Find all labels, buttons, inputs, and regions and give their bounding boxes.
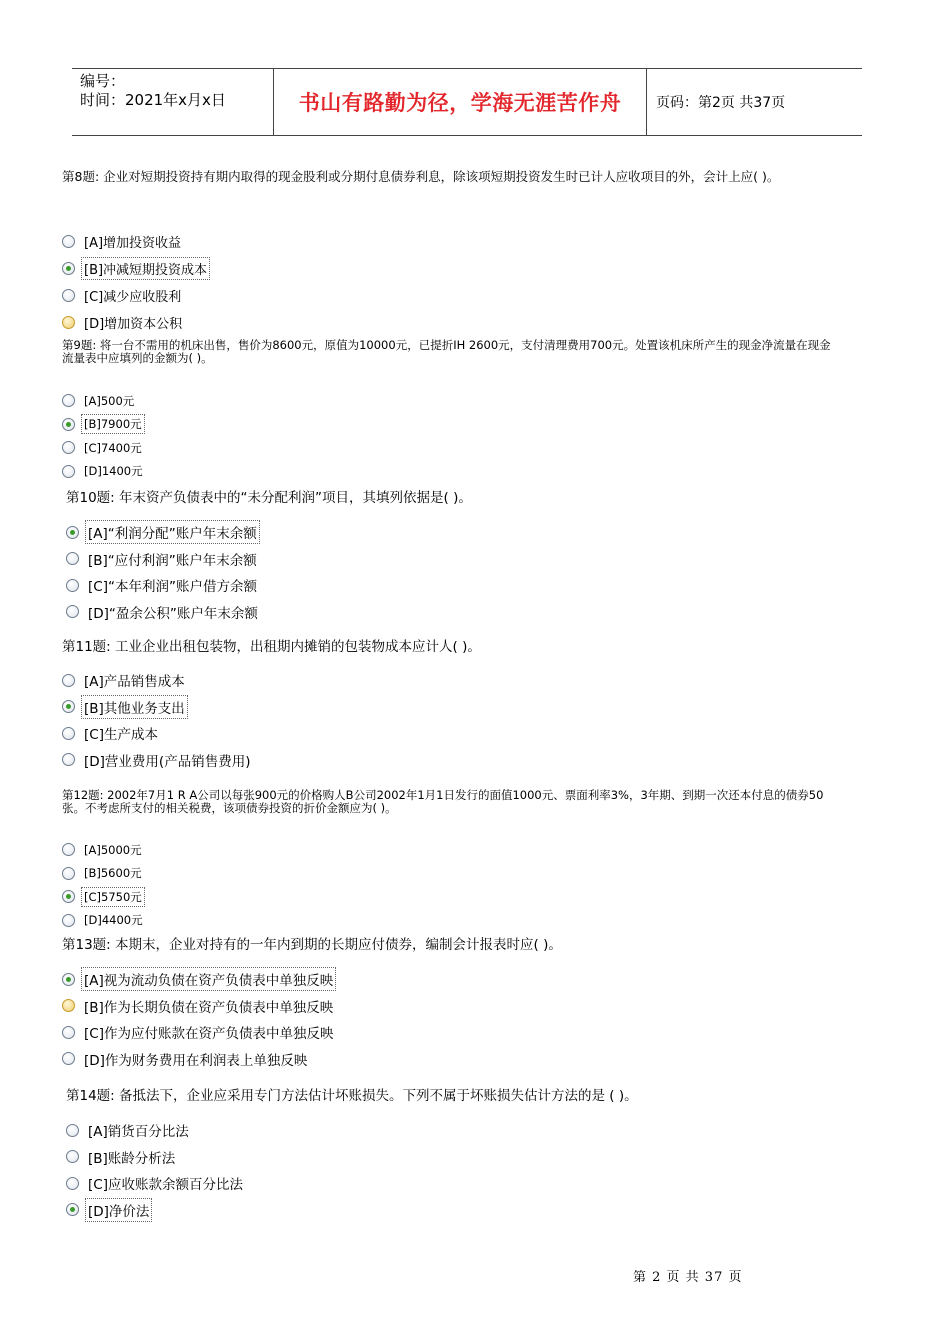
question-11: [62, 640, 481, 654]
header-meta: [72, 69, 273, 135]
options-q14: [66, 1117, 246, 1223]
option-d[interactable]: [D]净价法: [66, 1197, 246, 1224]
option-a[interactable]: [A]5000元: [62, 838, 146, 862]
number-label: 编号：: [80, 72, 126, 90]
options-q10: [66, 519, 261, 625]
radio-icon[interactable]: [62, 441, 75, 454]
options-q9: [62, 389, 146, 483]
question-text: 第9题: 将一台不需用的机床出售，售价为8600元，原值为10000元，已提折IH 2600元，支付清理费用700元。处置该机床所产生的现金净流量在现金流量表中应填列的金额为( )。: [62, 338, 831, 365]
option-b[interactable]: [B]其他业务支出: [62, 694, 253, 721]
question-13: [62, 938, 562, 952]
option-c[interactable]: [C]生产成本: [62, 720, 253, 747]
option-b[interactable]: [B]7900元: [62, 413, 146, 437]
document-header: [72, 68, 862, 136]
option-d[interactable]: [D]作为财务费用在利润表上单独反映: [62, 1046, 336, 1073]
option-a[interactable]: [A]“利润分配”账户年末余额: [66, 519, 261, 546]
question-text: 第13题: 本期末，企业对持有的一年内到期的长期应付债券，编制会计报表时应( )。: [62, 937, 562, 953]
radio-checked-icon[interactable]: [66, 526, 79, 539]
option-b[interactable]: [B]作为长期负债在资产负债表中单独反映: [62, 993, 336, 1020]
option-a[interactable]: [A]视为流动负债在资产负债表中单独反映: [62, 966, 336, 993]
radio-checked-icon[interactable]: [62, 890, 75, 903]
option-d[interactable]: [D]1400元: [62, 460, 146, 484]
radio-icon[interactable]: [62, 394, 75, 407]
question-text: 第12题: 2002年7月1 R A公司以每张900元的价格购人B公司2002年1月1日发行的面值1000元、票面利率3%，3年期、到期一次还本付息的债券50张。不考虑所支付的相关税费，该项债券投资的折价金额应为( )。: [62, 788, 824, 815]
option-c[interactable]: [C]减少应收股利: [62, 282, 210, 309]
question-10: [66, 491, 472, 505]
option-d[interactable]: [D]营业费用(产品销售费用): [62, 747, 253, 774]
radio-checked-icon[interactable]: [62, 973, 75, 986]
question-text: 第10题: 年末资产负债表中的“未分配利润”项目，其填列依据是( )。: [66, 490, 472, 506]
options-q13: [62, 966, 336, 1072]
option-d[interactable]: [D]“盈余公积”账户年末余额: [66, 599, 261, 626]
option-c[interactable]: [C]“本年利润”账户借方余额: [66, 572, 261, 599]
option-c[interactable]: [C]5750元: [62, 885, 146, 909]
radio-icon[interactable]: [62, 1052, 75, 1065]
radio-icon[interactable]: [62, 289, 75, 302]
option-b[interactable]: [B]5600元: [62, 862, 146, 886]
option-a[interactable]: [A]500元: [62, 389, 146, 413]
radio-icon[interactable]: [62, 674, 75, 687]
page-footer: 第 2 页 共 37 页: [633, 1270, 743, 1285]
option-a[interactable]: [A]产品销售成本: [62, 667, 253, 694]
radio-icon[interactable]: [66, 1177, 79, 1190]
radio-icon[interactable]: [62, 753, 75, 766]
options-q12: [62, 838, 146, 932]
radio-checked-icon[interactable]: [62, 262, 75, 275]
question-12: [62, 789, 837, 815]
option-c[interactable]: [C]7400元: [62, 436, 146, 460]
radio-icon[interactable]: [66, 1124, 79, 1137]
radio-icon[interactable]: [66, 605, 79, 618]
radio-icon[interactable]: [66, 1150, 79, 1163]
radio-icon[interactable]: [66, 579, 79, 592]
options-q8: [62, 228, 210, 336]
radio-icon[interactable]: [62, 914, 75, 927]
option-d[interactable]: [D]4400元: [62, 909, 146, 933]
question-text: 第11题: 工业企业出租包装物，出租期内摊销的包装物成本应计人( )。: [62, 639, 481, 655]
option-c[interactable]: [C]应收账款余额百分比法: [66, 1170, 246, 1197]
option-c[interactable]: [C]作为应付账款在资产负债表中单独反映: [62, 1019, 336, 1046]
question-text: 第8题: 企业对短期投资持有期内取得的现金股利或分期付息债券利息，除该项短期投资发生时已计人应收项目的外，会计上应( )。: [62, 169, 780, 184]
motto: 书山有路勤为径，学海无涯苦作舟: [273, 69, 647, 135]
option-d[interactable]: [D]增加资本公积: [62, 309, 210, 336]
question-9: [62, 339, 837, 365]
radio-icon[interactable]: [62, 843, 75, 856]
option-a[interactable]: [A]销货百分比法: [66, 1117, 246, 1144]
radio-icon[interactable]: [62, 867, 75, 880]
radio-icon[interactable]: [62, 465, 75, 478]
page-label: 页码：第2页 共37页: [656, 95, 786, 111]
question-14: [66, 1089, 638, 1103]
radio-checked-icon[interactable]: [62, 418, 75, 431]
option-b[interactable]: [B]“应付利润”账户年末余额: [66, 546, 261, 573]
question-8: [62, 170, 779, 184]
radio-icon[interactable]: [66, 552, 79, 565]
radio-checked-icon[interactable]: [62, 700, 75, 713]
options-q11: [62, 667, 253, 773]
radio-icon[interactable]: [62, 235, 75, 248]
radio-hover-icon[interactable]: [62, 999, 75, 1012]
radio-icon[interactable]: [62, 1026, 75, 1039]
option-a[interactable]: [A]增加投资收益: [62, 228, 210, 255]
option-b[interactable]: [B]账龄分析法: [66, 1144, 246, 1171]
radio-icon[interactable]: [62, 727, 75, 740]
option-b[interactable]: [B]冲减短期投资成本: [62, 255, 210, 282]
question-text: 第14题: 备抵法下，企业应采用专门方法估计坏账损失。下列不属于坏账损失估计方法的是 ( )。: [66, 1088, 638, 1104]
radio-hover-icon[interactable]: [62, 316, 75, 329]
time-label: 时间：2021年x月x日: [80, 91, 226, 109]
radio-checked-icon[interactable]: [66, 1203, 79, 1216]
